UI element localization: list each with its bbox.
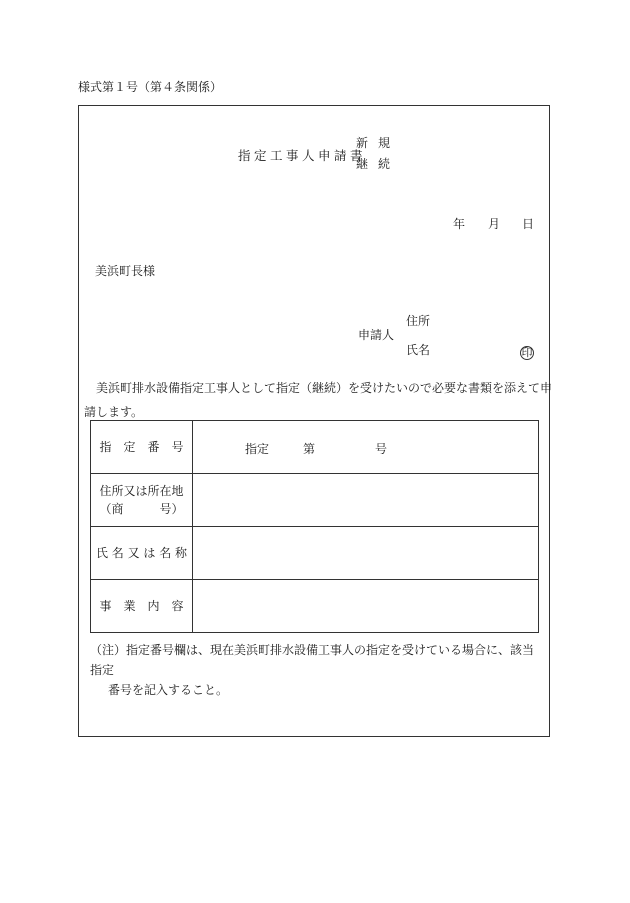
- table-row: [91, 527, 539, 580]
- address-label-line1: 住所又は所在地: [99, 484, 184, 498]
- date-day-label: 日: [522, 217, 535, 231]
- title-option-renew: 継続: [356, 157, 401, 171]
- application-info-table: [90, 420, 539, 633]
- designation-mid: 第: [303, 442, 316, 456]
- designation-number-label: [91, 421, 193, 474]
- designation-prefix: 指定: [245, 442, 270, 456]
- table-row: [91, 474, 539, 527]
- address-label: [91, 474, 193, 527]
- note-line2: 番号を記入すること。: [108, 683, 229, 697]
- date-month-label: 月: [488, 217, 501, 231]
- title-option-new: 新規: [356, 136, 401, 150]
- application-statement: 美浜町排水設備指定工事人として指定（継続）を受けたいので必要な書類を添えて申請します。: [84, 381, 553, 419]
- seal-text: 印: [521, 346, 533, 359]
- business-value[interactable]: [193, 580, 539, 633]
- note-line1: （注）指定番号欄は、現在美浜町排水設備工事人の指定を受けている場合に、該当指定: [90, 643, 535, 677]
- addressee: 美浜町長様: [95, 264, 156, 278]
- designation-number-label-text: 指 定 番 号: [99, 440, 184, 454]
- applicant-label: 申請人: [358, 328, 395, 342]
- applicant-name-label: 氏名: [406, 343, 431, 357]
- name-value[interactable]: [193, 527, 539, 580]
- note: [90, 640, 545, 700]
- address-label-line2: （商 号）: [99, 502, 184, 516]
- date-year-label: 年: [453, 217, 466, 231]
- business-label-text: 事 業 内 容: [99, 599, 184, 613]
- name-label-text: 氏 名 又 は 名 称: [95, 546, 188, 560]
- form-title: 指定工事人申請書: [238, 148, 367, 163]
- seal-mark: [520, 341, 534, 360]
- business-label: [91, 580, 193, 633]
- designation-suffix: 号: [375, 442, 388, 456]
- form-number-label: 様式第１号（第４条関係）: [78, 80, 223, 94]
- name-label: [91, 527, 193, 580]
- applicant-address-label: 住所: [406, 314, 431, 328]
- table-row: [91, 421, 539, 474]
- address-value[interactable]: [193, 474, 539, 527]
- table-row: [91, 580, 539, 633]
- designation-number-value[interactable]: [193, 421, 539, 474]
